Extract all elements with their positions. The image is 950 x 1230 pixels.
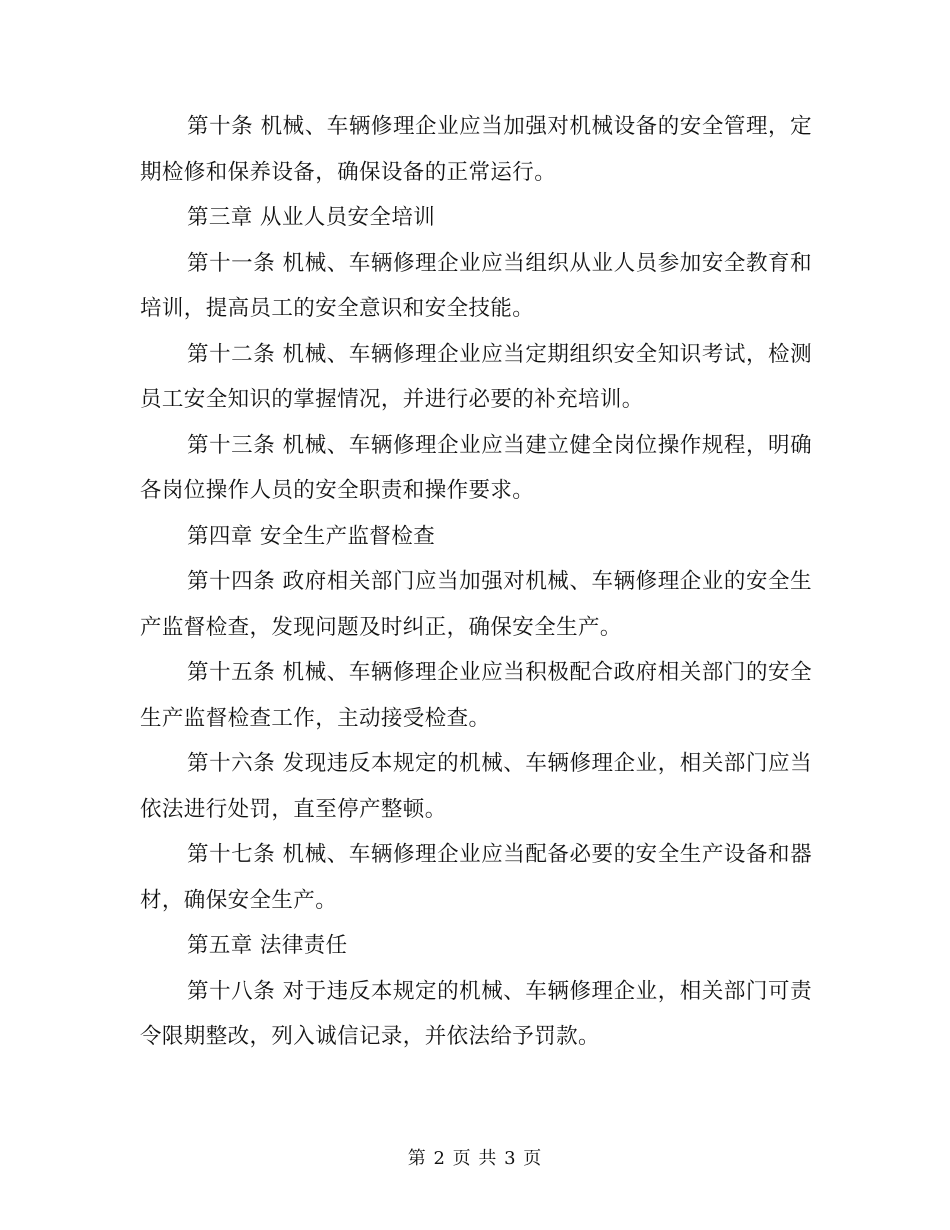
article-16: 第十六条 发现违反本规定的机械、车辆修理企业，相关部门应当依法进行处罚，直至停产整顿。 bbox=[140, 751, 812, 822]
chapter-3-heading: 第三章 从业人员安全培训 bbox=[187, 205, 436, 230]
article-14: 第十四条 政府相关部门应当加强对机械、车辆修理企业的安全生产监督检查，发现问题及时纠正，确保安全生产。 bbox=[140, 569, 812, 640]
article-17: 第十七条 机械、车辆修理企业应当配备必要的安全生产设备和器材，确保安全生产。 bbox=[140, 842, 812, 913]
article-10: 第十条 机械、车辆修理企业应当加强对机械设备的安全管理，定期检修和保养设备，确保设备的正常运行。 bbox=[140, 114, 812, 185]
article-15: 第十五条 机械、车辆修理企业应当积极配合政府相关部门的安全生产监督检查工作，主动接受检查。 bbox=[140, 660, 812, 731]
article-12: 第十二条 机械、车辆修理企业应当定期组织安全知识考试，检测员工安全知识的掌握情况，并进行必要的补充培训。 bbox=[140, 341, 812, 412]
chapter-4-heading: 第四章 安全生产监督检查 bbox=[187, 523, 436, 549]
article-11: 第十一条 机械、车辆修理企业应当组织从业人员参加安全教育和培训，提高员工的安全意识和安全技能。 bbox=[140, 250, 812, 321]
document-body bbox=[140, 104, 812, 1060]
chapter-5-heading: 第五章 法律责任 bbox=[187, 933, 348, 958]
article-18: 第十八条 对于违反本规定的机械、车辆修理企业，相关部门可责令限期整改，列入诚信记录，并依法给予罚款。 bbox=[140, 978, 812, 1049]
article-13: 第十三条 机械、车辆修理企业应当建立健全岗位操作规程，明确各岗位操作人员的安全职责和操作要求。 bbox=[140, 432, 812, 503]
page-number-footer: 第 2 页 共 3 页 bbox=[407, 1148, 543, 1169]
